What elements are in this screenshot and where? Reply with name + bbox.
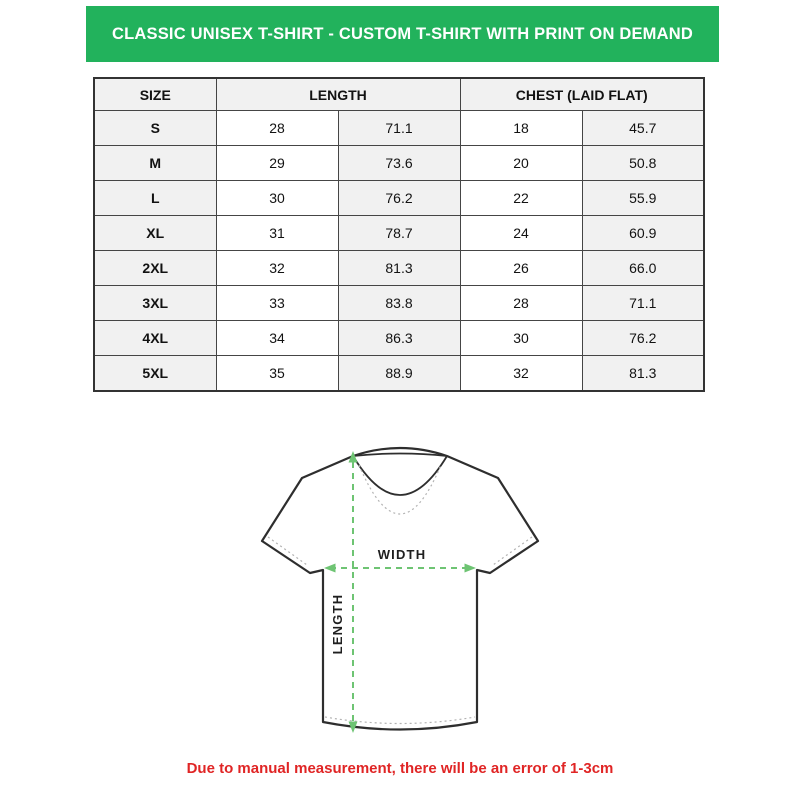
tshirt-outline xyxy=(262,448,538,730)
chest-cm-cell: 60.9 xyxy=(582,216,704,251)
length-cm-cell: 76.2 xyxy=(338,181,460,216)
chest-cm-cell: 81.3 xyxy=(582,356,704,392)
chest-in-cell: 28 xyxy=(460,286,582,321)
length-in-cell: 28 xyxy=(216,111,338,146)
chest-in-cell: 22 xyxy=(460,181,582,216)
size-cell: L xyxy=(94,181,216,216)
size-table-body xyxy=(94,111,704,392)
size-cell: XL xyxy=(94,216,216,251)
size-cell: 4XL xyxy=(94,321,216,356)
chest-in-cell: 32 xyxy=(460,356,582,392)
size-table-header xyxy=(94,78,704,111)
length-cm-cell: 81.3 xyxy=(338,251,460,286)
measurement-disclaimer: Due to manual measurement, there will be an error of 1-3cm xyxy=(186,760,614,777)
chest-cm-cell: 50.8 xyxy=(582,146,704,181)
table-row xyxy=(94,181,704,216)
width-dimension-label: WIDTH xyxy=(377,547,427,562)
header-size: SIZE xyxy=(94,78,216,111)
size-cell: S xyxy=(94,111,216,146)
length-cm-cell: 78.7 xyxy=(338,216,460,251)
length-in-cell: 31 xyxy=(216,216,338,251)
length-cm-cell: 88.9 xyxy=(338,356,460,392)
header-length: LENGTH xyxy=(216,78,460,111)
table-row xyxy=(94,356,704,392)
chest-in-cell: 30 xyxy=(460,321,582,356)
chest-in-cell: 18 xyxy=(460,111,582,146)
chest-in-cell: 26 xyxy=(460,251,582,286)
length-in-cell: 30 xyxy=(216,181,338,216)
table-row xyxy=(94,146,704,181)
length-cm-cell: 83.8 xyxy=(338,286,460,321)
chest-cm-cell: 66.0 xyxy=(582,251,704,286)
length-in-cell: 35 xyxy=(216,356,338,392)
table-row xyxy=(94,216,704,251)
chest-cm-cell: 55.9 xyxy=(582,181,704,216)
size-cell: 2XL xyxy=(94,251,216,286)
length-in-cell: 32 xyxy=(216,251,338,286)
length-dimension-label: LENGTH xyxy=(330,593,345,655)
size-cell: 3XL xyxy=(94,286,216,321)
length-in-cell: 33 xyxy=(216,286,338,321)
chest-in-cell: 20 xyxy=(460,146,582,181)
chest-cm-cell: 76.2 xyxy=(582,321,704,356)
length-in-cell: 29 xyxy=(216,146,338,181)
size-table xyxy=(93,77,705,392)
size-cell: 5XL xyxy=(94,356,216,392)
table-row xyxy=(94,286,704,321)
header-chest: CHEST (LAID FLAT) xyxy=(460,78,704,111)
table-row xyxy=(94,251,704,286)
length-in-cell: 34 xyxy=(216,321,338,356)
length-cm-cell: 73.6 xyxy=(338,146,460,181)
title-banner xyxy=(86,6,719,62)
size-cell: M xyxy=(94,146,216,181)
chest-cm-cell: 45.7 xyxy=(582,111,704,146)
page-title: CLASSIC UNISEX T-SHIRT - CUSTOM T-SHIRT WITH PRINT ON DEMAND xyxy=(112,24,693,43)
chest-in-cell: 24 xyxy=(460,216,582,251)
table-row xyxy=(94,321,704,356)
length-cm-cell: 86.3 xyxy=(338,321,460,356)
tshirt-measurement-diagram xyxy=(245,437,555,749)
length-cm-cell: 71.1 xyxy=(338,111,460,146)
table-row xyxy=(94,111,704,146)
chest-cm-cell: 71.1 xyxy=(582,286,704,321)
header-row xyxy=(94,78,704,111)
